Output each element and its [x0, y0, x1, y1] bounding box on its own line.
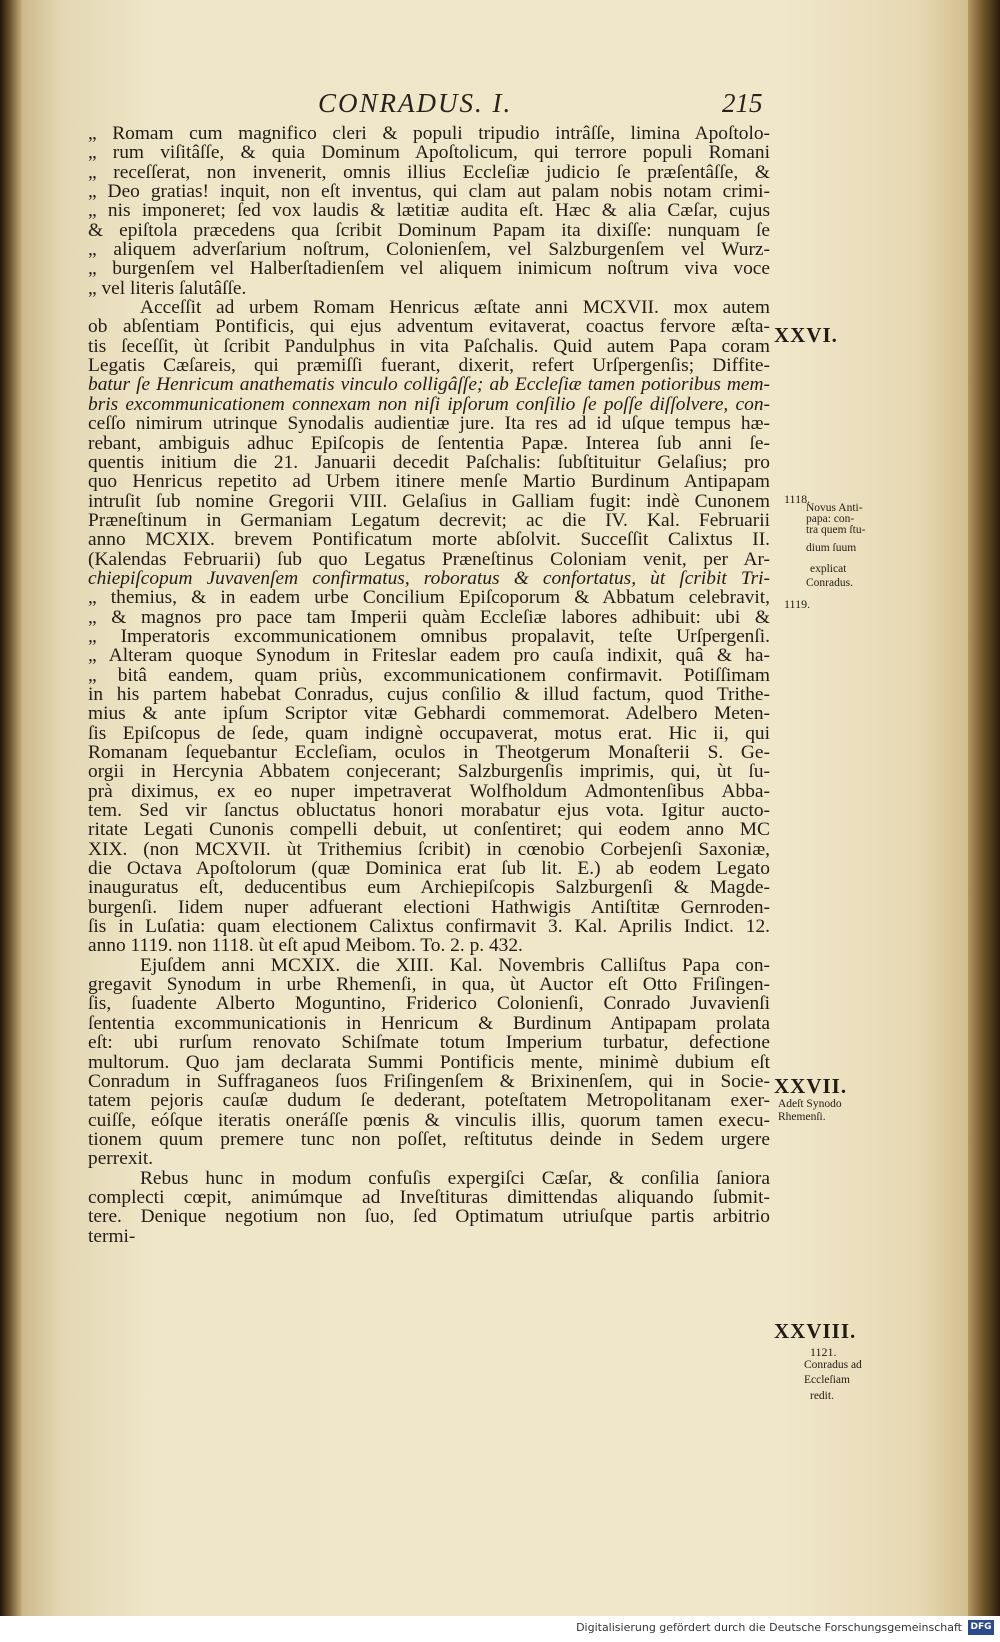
text-line: bris excommunicationem connexam non niſi ipſorum conſilio ſe poſſe diſſolvere, con- [88, 393, 770, 415]
text-line: ſis, ſuadente Alberto Moguntino, Friderico Colonienſi, Conrado Juvavienſi [88, 993, 770, 1015]
text-line: Conradum in Suffraganeos ſuos Friſingenſem & Brixinenſem, qui in Socie- [88, 1070, 770, 1092]
text-line: „ burgenſem vel Halberſtadienſem vel aliquem inimicum noſtrum viva voce [88, 258, 770, 280]
margin-note-line: Conradus ad [804, 1359, 862, 1371]
text-line: multorum. Quo jam declarata Summi Pontificis mente, minimè dubium eſt [88, 1051, 770, 1073]
text-line: „ rum viſitâſſe, & quia Dominum Apoſtolicum, qui terrore populi Romani [88, 142, 770, 164]
section-number: XXVI. [774, 323, 838, 347]
text-line: „ Alteram quoque Synodum in Friteslar eadem pro cauſa indixit, quâ & ha- [88, 645, 770, 667]
book-right-edge [968, 0, 1000, 1642]
text-line: batur ſe Henricum anathematis vinculo colligâſſe; ab Eccleſiæ tamen potioribus mem- [88, 374, 770, 396]
text-line: tis ſeceſſit, ùt ſcribit Pandulphus in vita Paſchalis. Quid autem Papa coram [88, 335, 770, 357]
text-line: Romanam ſequebantur Eccleſiam, oculos in Theotgerum Monaſterii S. Ge- [88, 742, 770, 763]
text-line: rebant, ambiguis adhuc Epiſcopis de ſententia Papæ. Interea ſub anni ſe- [88, 432, 770, 454]
book-left-edge [0, 0, 22, 1642]
text-line: (Kalendas Februarii) ſub quo Legatus Præneſtinus Coloniam venit, per Ar- [88, 548, 770, 570]
text-line: quentis initium die 21. Januarii decedit Paſchalis: ſubſtituitur Gelaſius; pro [88, 451, 770, 473]
text-line: burgenſi. Iidem nuper adfuerant electioni Hathwigis Antiſtitæ Gernroden- [88, 896, 770, 918]
footer-bar [0, 1616, 1000, 1642]
margin-note-line: Novus Anti- [806, 502, 863, 514]
margin-note-line: explicat [810, 563, 847, 575]
text-line: „ bitâ eandem, quam priùs, excommunicationem confirmavit. Potiſſimam [88, 664, 770, 686]
text-line: „ Romam cum magnifico cleri & populi tripudio intrâſſe, limina Apoſtolo- [88, 123, 770, 144]
text-line: Legatis Cæſareis, qui præmiſſi fuerant, dixerit, refert Urſpergenſis; Diffite- [88, 355, 770, 377]
text-line: ſententia excommunicationis in Henricum & Burdinum Antipapam prolata [88, 1012, 770, 1034]
text-line: gregavit Synodum in urbe Rhemenſi, in qua, ùt Auctor eſt Otto Friſingen- [88, 974, 770, 996]
text-line: tere. Denique negotium non ſuo, ſed Optimatum utriuſque partis arbitrio [88, 1206, 770, 1228]
running-title: CONRADUS. I. [318, 88, 513, 118]
text-line: orgii in Hercynia Abbatem conjecerant; Salzburgenſis imprimis, qui, ùt ſu- [88, 761, 770, 783]
dfg-logo: DFG [968, 1620, 994, 1635]
text-line: & epiſtola præcedens qua ſcribit Dominum Papam ita dixiſſe: nunquam ſe [88, 219, 770, 241]
text-line: quo Henricus repetito ad Urbem itinere menſe Martio Burdinum Antipapam [88, 471, 770, 493]
text-line: die Octava Apoſtolorum (quæ Dominica erat ſub lit. E.) ab eodem Legato [88, 858, 770, 880]
page-number: 215 [722, 88, 763, 118]
text-line: intruſit ſub nomine Gregorii VIII. Gelaſius in Galliam fugit: indè Cunonem [88, 490, 770, 512]
text-line: cuiſſe, eóſque iteratis oneráſſe pœnis & vinculis illis, quorum tamen execu- [88, 1109, 770, 1131]
margin-year: 1118. [784, 492, 811, 506]
text-line: „ nis imponeret; ſed vox laudis & lætitiæ audita eſt. Hæc & alia Cæſar, cujus [88, 200, 770, 222]
text-line: „ receſſerat, non invenerit, omnis illius Eccleſiæ judicio ſe præſentâſſe, & [88, 161, 770, 183]
text-line: ob abſentiam Pontificis, qui ejus adventum evitaverat, coactus fervore æſta- [88, 316, 770, 338]
text-line: „ themius, & in eadem urbe Concilium Epiſcoporum & Abbatum celebravit, [88, 587, 770, 609]
text-line: ritate Legati Cunonis compelli debuit, ut conſentiret; qui eodem anno MC [88, 819, 770, 841]
margin-note-line: Rhemenſi. [778, 1111, 826, 1123]
text-line: „ aliquem adverſarium noſtrum, Colonienſem, vel Salzburgenſem vel Wurz- [88, 239, 770, 261]
digitization-credit: Digitalisierung gefördert durch die Deutsche Forschungsgemeinschaft [576, 1621, 962, 1634]
text-line: ceſſo nimirum utrinque Synodalis audientiæ jure. Ita res ad id uſque tempus hæ- [88, 413, 770, 435]
text-line: „ vel literis ſalutâſſe. [88, 277, 247, 299]
text-line: mius & ante ipſum Scriptor vitæ Gebhardi commemorat. Adelbero Meten- [88, 703, 770, 725]
section-number: XXVIII. [774, 1319, 857, 1343]
margin-note-line: Adeſt Synodo [778, 1098, 842, 1110]
text-line: ſis Epiſcopus de ſede, quam indignè occupaverat, motus erat. Hic ii, qui [88, 722, 770, 744]
margin-year: 1121. [810, 1345, 837, 1359]
book-page [22, 0, 968, 1616]
text-line: „ & magnos pro pace tam Imperii quàm Eccleſiæ labores adhibuit: ubi & [88, 606, 770, 628]
text-line: „ Deo gratias! inquit, non eſt inventus, qui clam aut palam nobis notam crimi- [88, 181, 770, 203]
text-line: complecti cœpit, animúmque ad Inveſtituras dimittendas aliquando ſubmit- [88, 1186, 770, 1208]
text-line: tionem quum premere tunc non poſſet, reſtitutus deinde in Sedem urgere [88, 1128, 770, 1150]
text-line: tem. Sed vir ſanctus obluctatus honori morabatur ejus vota. Igitur aucto- [88, 800, 770, 822]
text-line: anno MCXIX. brevem Pontificatum morte abſolvit. Succeſſit Calixtus II. [88, 529, 770, 551]
body-text [88, 124, 770, 1246]
text-line: in his partem habebat Conradus, cujus conſilio & illud factum, quod Trithe- [88, 683, 770, 705]
margin-year: 1119. [784, 597, 811, 611]
text-line: anno 1119. non 1118. ùt eſt apud Meibom. To. 2. p. 432. [88, 935, 523, 957]
paragraph-start-line: Rebus hunc in modum confuſis expergiſci Cæſar, & conſilia ſaniora [140, 1167, 770, 1189]
paragraph-start-line: Acceſſit ad urbem Romam Henricus æſtate anni MCXVII. mox autem [140, 297, 770, 319]
text-line: ſis in Luſatia: quam electionem Calixtus confirmavit 3. Kal. Aprilis Indict. 12. [88, 916, 770, 938]
margin-note-line: Conradus. [806, 577, 853, 589]
text-line: eſt: ubi rurſum renovato Schiſmate totum Imperium turbatur, defectione [88, 1032, 770, 1054]
text-line: inauguratus eſt, deducentibus eum Archiepiſcopis Salzburgenſi & Magde- [88, 877, 770, 899]
text-line: XIX. (non MCXVII. ùt Trithemius ſcribit) in cœnobio Corbejenſi Saxoniæ, [88, 838, 770, 860]
margin-notes [770, 0, 880, 1616]
text-line: chiepiſcopum Juvavenſem confirmatus, roboratus & confortatus, ùt ſcribit Tri- [88, 567, 770, 589]
paragraph-start-line: Ejuſdem anni MCXIX. die XIII. Kal. Novembris Calliſtus Papa con- [140, 954, 770, 976]
text-line: „ Imperatoris excommunicationem omnibus propalavit, teſte Urſpergenſi. [88, 625, 770, 647]
margin-note-line: tra quem ſtu- [806, 524, 866, 536]
margin-note-line: redit. [810, 1390, 834, 1402]
catchword: termi- [88, 1225, 136, 1247]
margin-note-line: dium ſuum [806, 542, 857, 554]
text-line: Præneſtinum in Germaniam Legatum decrevit; ac die IV. Kal. Februarii [88, 509, 770, 531]
margin-note-line: papa: con- [806, 513, 855, 525]
section-number: XXVII. [774, 1074, 848, 1098]
margin-note-line: Eccleſiam [804, 1374, 850, 1386]
text-line: tatem pejoris cauſæ dudum ſe dederant, poteſtatem Metropolitanam exer- [88, 1090, 770, 1112]
text-line: perrexit. [88, 1148, 154, 1170]
text-line: prà diximus, ex eo nuper impetraverat Wolfholdum Admontenſibus Abba- [88, 780, 770, 802]
